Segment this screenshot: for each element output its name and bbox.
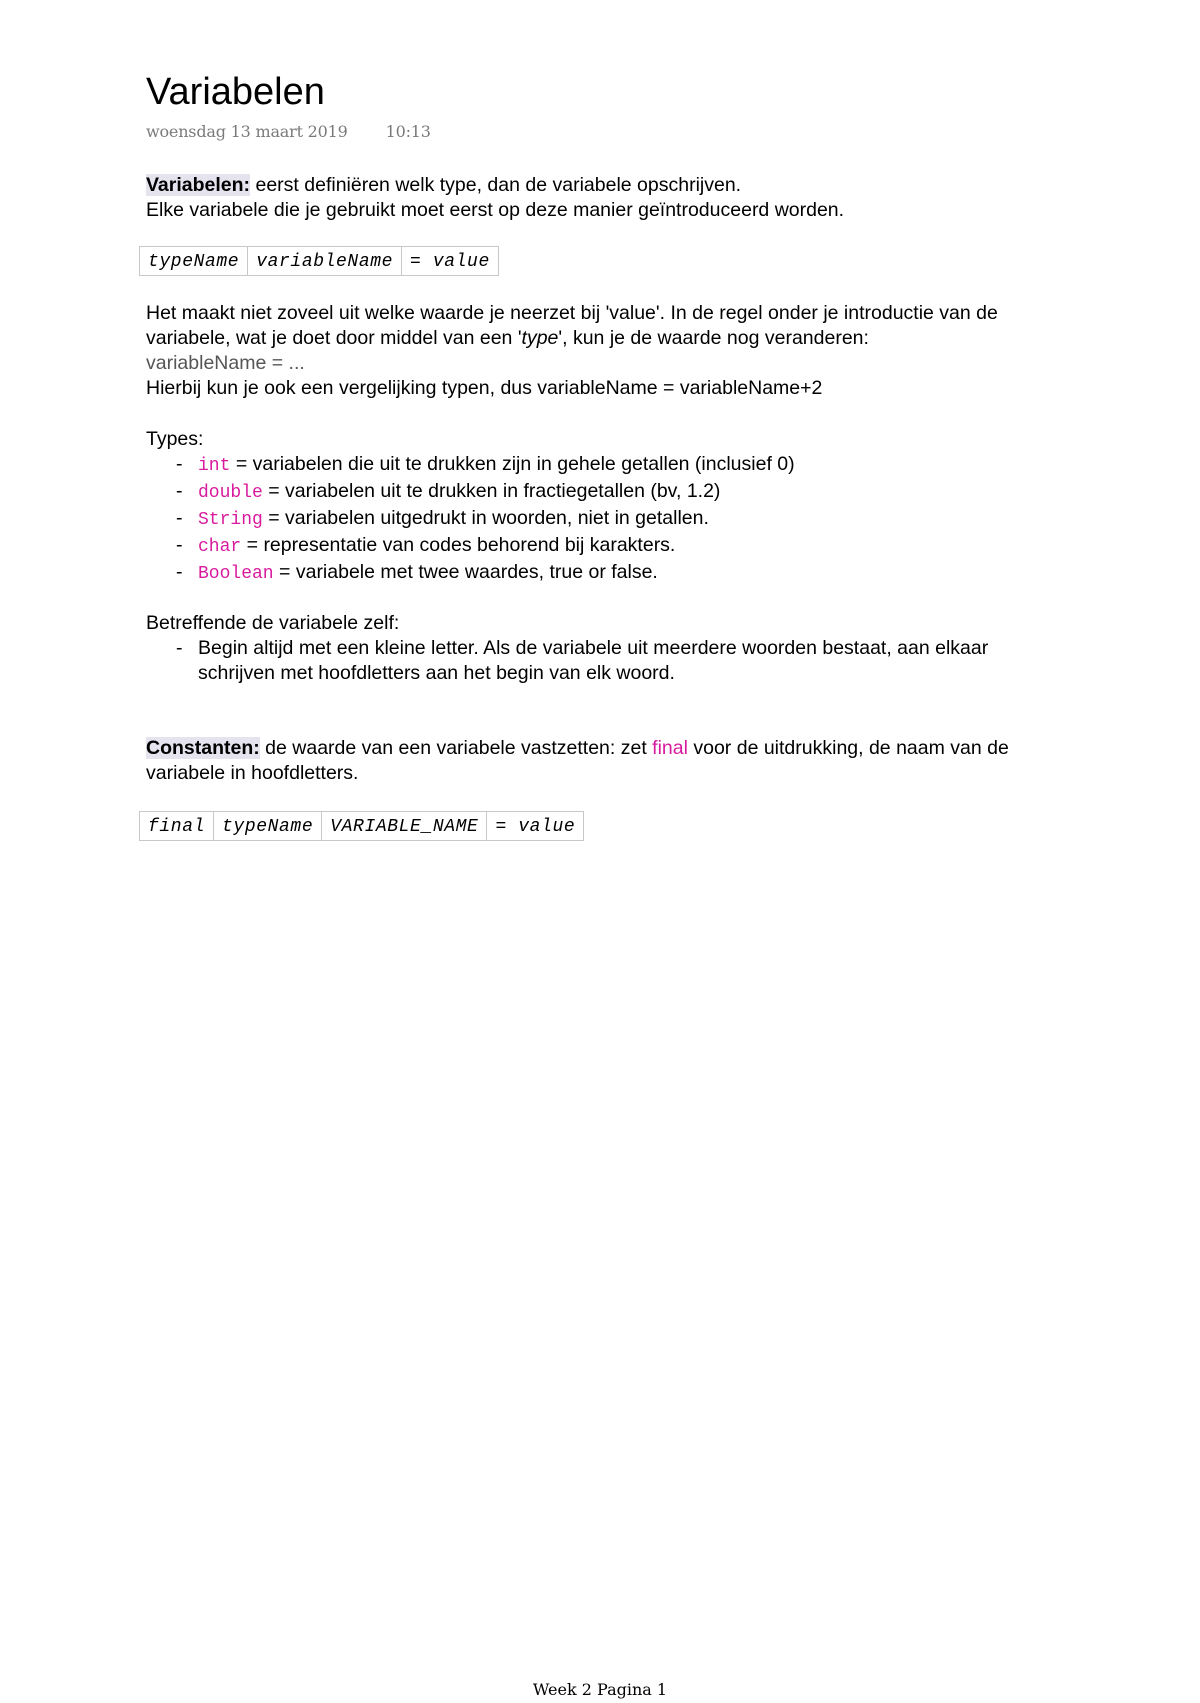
type-desc: = variabele met twee waardes, true or false. — [273, 560, 658, 583]
assign-line: variableName = ... — [146, 351, 305, 374]
type-keyword: Boolean — [198, 563, 274, 584]
list-item — [176, 479, 1066, 506]
list-item — [176, 560, 1066, 587]
list-item — [176, 533, 1066, 560]
type-desc: = variabelen die uit te drukken zijn in gehele getallen (inclusief 0) — [230, 452, 795, 475]
types-list — [146, 452, 1066, 587]
type-desc: = representatie van codes behorend bij karakters. — [241, 533, 676, 556]
type-keyword: char — [198, 536, 242, 557]
list-item — [176, 452, 1066, 479]
code-cell: final — [140, 811, 214, 840]
type-keyword: double — [198, 482, 263, 503]
code-cell: VARIABLE_NAME — [322, 811, 487, 840]
code-cell: = value — [487, 811, 584, 840]
intro-line2: Elke variabele die je gebruikt moet eerst op deze manier geïntroduceerd worden. — [146, 198, 845, 221]
constants-a: de waarde van een variabele vastzetten: zet — [259, 736, 653, 759]
type-desc: = variabelen uit te drukken in fractiegetallen (bv, 1.2) — [262, 479, 721, 502]
self-list — [146, 636, 1066, 686]
final-keyword: final — [652, 736, 688, 759]
types-section — [146, 427, 1066, 587]
explanation-a: Het maakt niet zoveel uit welke waarde je neerzet bij 'value'. In de regel onder je introductie van de variabele, wat je doet door middel van een ' — [146, 301, 998, 349]
page-date: woensdag 13 maart 2019 — [146, 121, 348, 141]
type-desc: = variabelen uitgedrukt in woorden, niet in getallen. — [262, 506, 709, 529]
self-section — [146, 611, 1066, 686]
intro-paragraph — [146, 173, 1066, 223]
page-time: 10:13 — [385, 121, 431, 141]
constants-paragraph — [146, 736, 1066, 786]
type-keyword: int — [198, 455, 231, 476]
compare-line: Hierbij kun je ook een vergelijking typen, dus variableName = variableName+2 — [146, 376, 823, 399]
code-box-variable — [139, 246, 499, 276]
constants-label: Constanten: — [146, 736, 260, 759]
constants-b: voor de uitdrukking, de naam van de variabele in hoofdletters. — [146, 736, 1009, 784]
explanation-type-word: type — [521, 326, 559, 349]
intro-line1: eerst definiëren welk type, dan de variabele opschrijven. — [250, 173, 742, 196]
code-box-constant — [139, 811, 584, 841]
type-keyword: String — [198, 509, 263, 530]
code-cell: = value — [402, 246, 499, 275]
page-meta — [146, 122, 1066, 141]
explanation-b: ', kun je de waarde nog veranderen: — [558, 326, 869, 349]
page-footer: Week 2 Pagina 1 — [532, 1680, 668, 1699]
code-cell: typeName — [214, 811, 322, 840]
types-heading: Types: — [146, 427, 204, 450]
list-item: - Begin altijd met een kleine letter. Als de variabele uit meerdere woorden bestaat, aan elkaar schrijven met hoofdletters aan het begin van elk woord. — [176, 636, 1066, 686]
explanation-paragraph — [146, 301, 1066, 401]
code-cell: variableName — [248, 246, 402, 275]
list-item — [176, 506, 1066, 533]
code-cell: typeName — [140, 246, 248, 275]
self-heading: Betreffende de variabele zelf: — [146, 611, 400, 634]
intro-label: Variabelen: — [146, 173, 251, 196]
page-title: Variabelen — [146, 71, 325, 113]
page — [146, 70, 1066, 841]
